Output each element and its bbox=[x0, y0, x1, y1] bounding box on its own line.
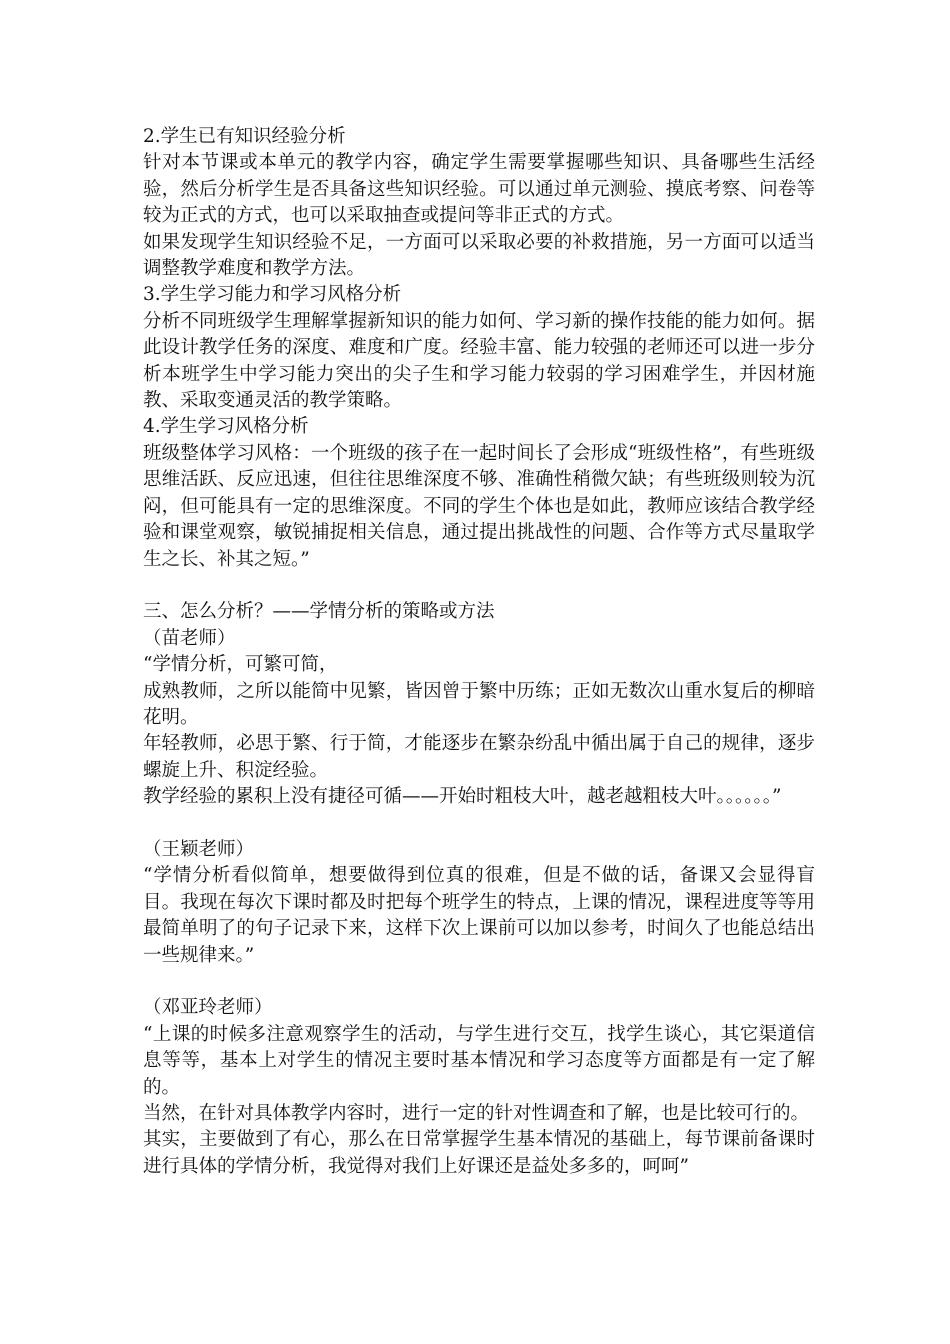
spacer bbox=[143, 573, 815, 599]
quote-deng-line-1: “上课的时候多注意观察学生的活动，与学生进行交互，找学生谈心，其它渠道信息等等，基本上对学生的情况主要时基本情况和学习态度等方面都是有一定了解的。 bbox=[143, 1023, 815, 1098]
quote-wang-paragraph: “学情分析看似简单，想要做得到位真的很难，但是不做的话，备课又会显得盲目。我现在每次下课时都及时把每个班学生的特点，上课的情况，课程进度等等用最简单明了的句子记录下来，这样下次上课前可以加以参考，时间久了也能总结出一些规律来。” bbox=[143, 865, 815, 966]
section-heading-learning-style: 4.学生学习风格分析 bbox=[143, 416, 309, 438]
quote-deng-line-3: 其实，主要做到了有心，那么在日常掌握学生基本情况的基础上，每节课前备课时进行具体的学情分析，我觉得对我们上好课还是益处多多的，呵呵” bbox=[143, 1129, 815, 1177]
quote-author-wang: （王颖老师） bbox=[143, 838, 255, 860]
quote-author-miao: （苗老师） bbox=[143, 627, 236, 649]
paragraph-learning-ability: 分析不同班级学生理解掌握新知识的能力如何、学习新的操作技能的能力如何。据此设计教学任务的深度、难度和广度。经验丰富、能力较强的老师还可以进一步分析本班学生中学习能力突出的尖子生和学习能力较弱的学习困难学生，并因材施教、采取变通灵活的教学策略。 bbox=[143, 310, 815, 412]
quote-miao-line-3: 年轻教师，必思于繁、行于简，才能逐步在繁杂纷乱中循出属于自己的规律，逐步螺旋上升、积淀经验。 bbox=[143, 733, 815, 781]
section-heading-prior-knowledge: 2.学生已有知识经验分析 bbox=[143, 126, 346, 147]
document-page bbox=[143, 124, 815, 1180]
quote-miao-line-4: 教学经验的累积上没有捷径可循——开始时粗枝大叶，越老越粗枝大叶。。。。。。” bbox=[143, 786, 782, 808]
paragraph-prior-knowledge: 针对本节课或本单元的教学内容，确定学生需要掌握哪些知识、具备哪些生活经验，然后分析学生是否具备这些知识经验。可以通过单元测验、摸底考察、问卷等较为正式的方式，也可以采取抽查或提问等非正式的方式。 bbox=[143, 152, 815, 227]
spacer bbox=[143, 969, 815, 995]
part-heading-how-to-analyze: 三、怎么分析？——学情分析的策略或方法 bbox=[143, 601, 495, 623]
quote-miao-line-2: 成熟教师，之所以能简中见繁，皆因曾于繁中历练；正如无数次山重水复后的柳暗花明。 bbox=[143, 680, 815, 728]
spacer bbox=[143, 811, 815, 837]
quote-miao-line-1: “学情分析，可繁可简， bbox=[143, 654, 338, 676]
paragraph-learning-style: 班级整体学习风格：一个班级的孩子在一起时间长了会形成“班级性格”，有些班级思维活跃、反应迅速，但往往思维深度不够、准确性稍微欠缺；有些班级则较为沉闷，但可能具有一定的思维深度。不同的学生个体也是如此，教师应该结合教学经验和课堂观察，敏锐捕捉相关信息，通过提出挑战性的问题、合作等方式尽量取学生之长、补其之短。” bbox=[143, 442, 815, 570]
paragraph-remedial-measures: 如果发现学生知识经验不足，一方面可以采取必要的补救措施，另一方面可以适当调整教学难度和教学方法。 bbox=[143, 231, 815, 280]
section-heading-learning-ability: 3.学生学习能力和学习风格分析 bbox=[143, 284, 402, 306]
quote-deng-line-2: 当然，在针对具体教学内容时，进行一定的针对性调查和了解，也是比较可行的。 bbox=[143, 1102, 810, 1124]
quote-author-deng: （邓亚玲老师） bbox=[143, 997, 273, 1019]
